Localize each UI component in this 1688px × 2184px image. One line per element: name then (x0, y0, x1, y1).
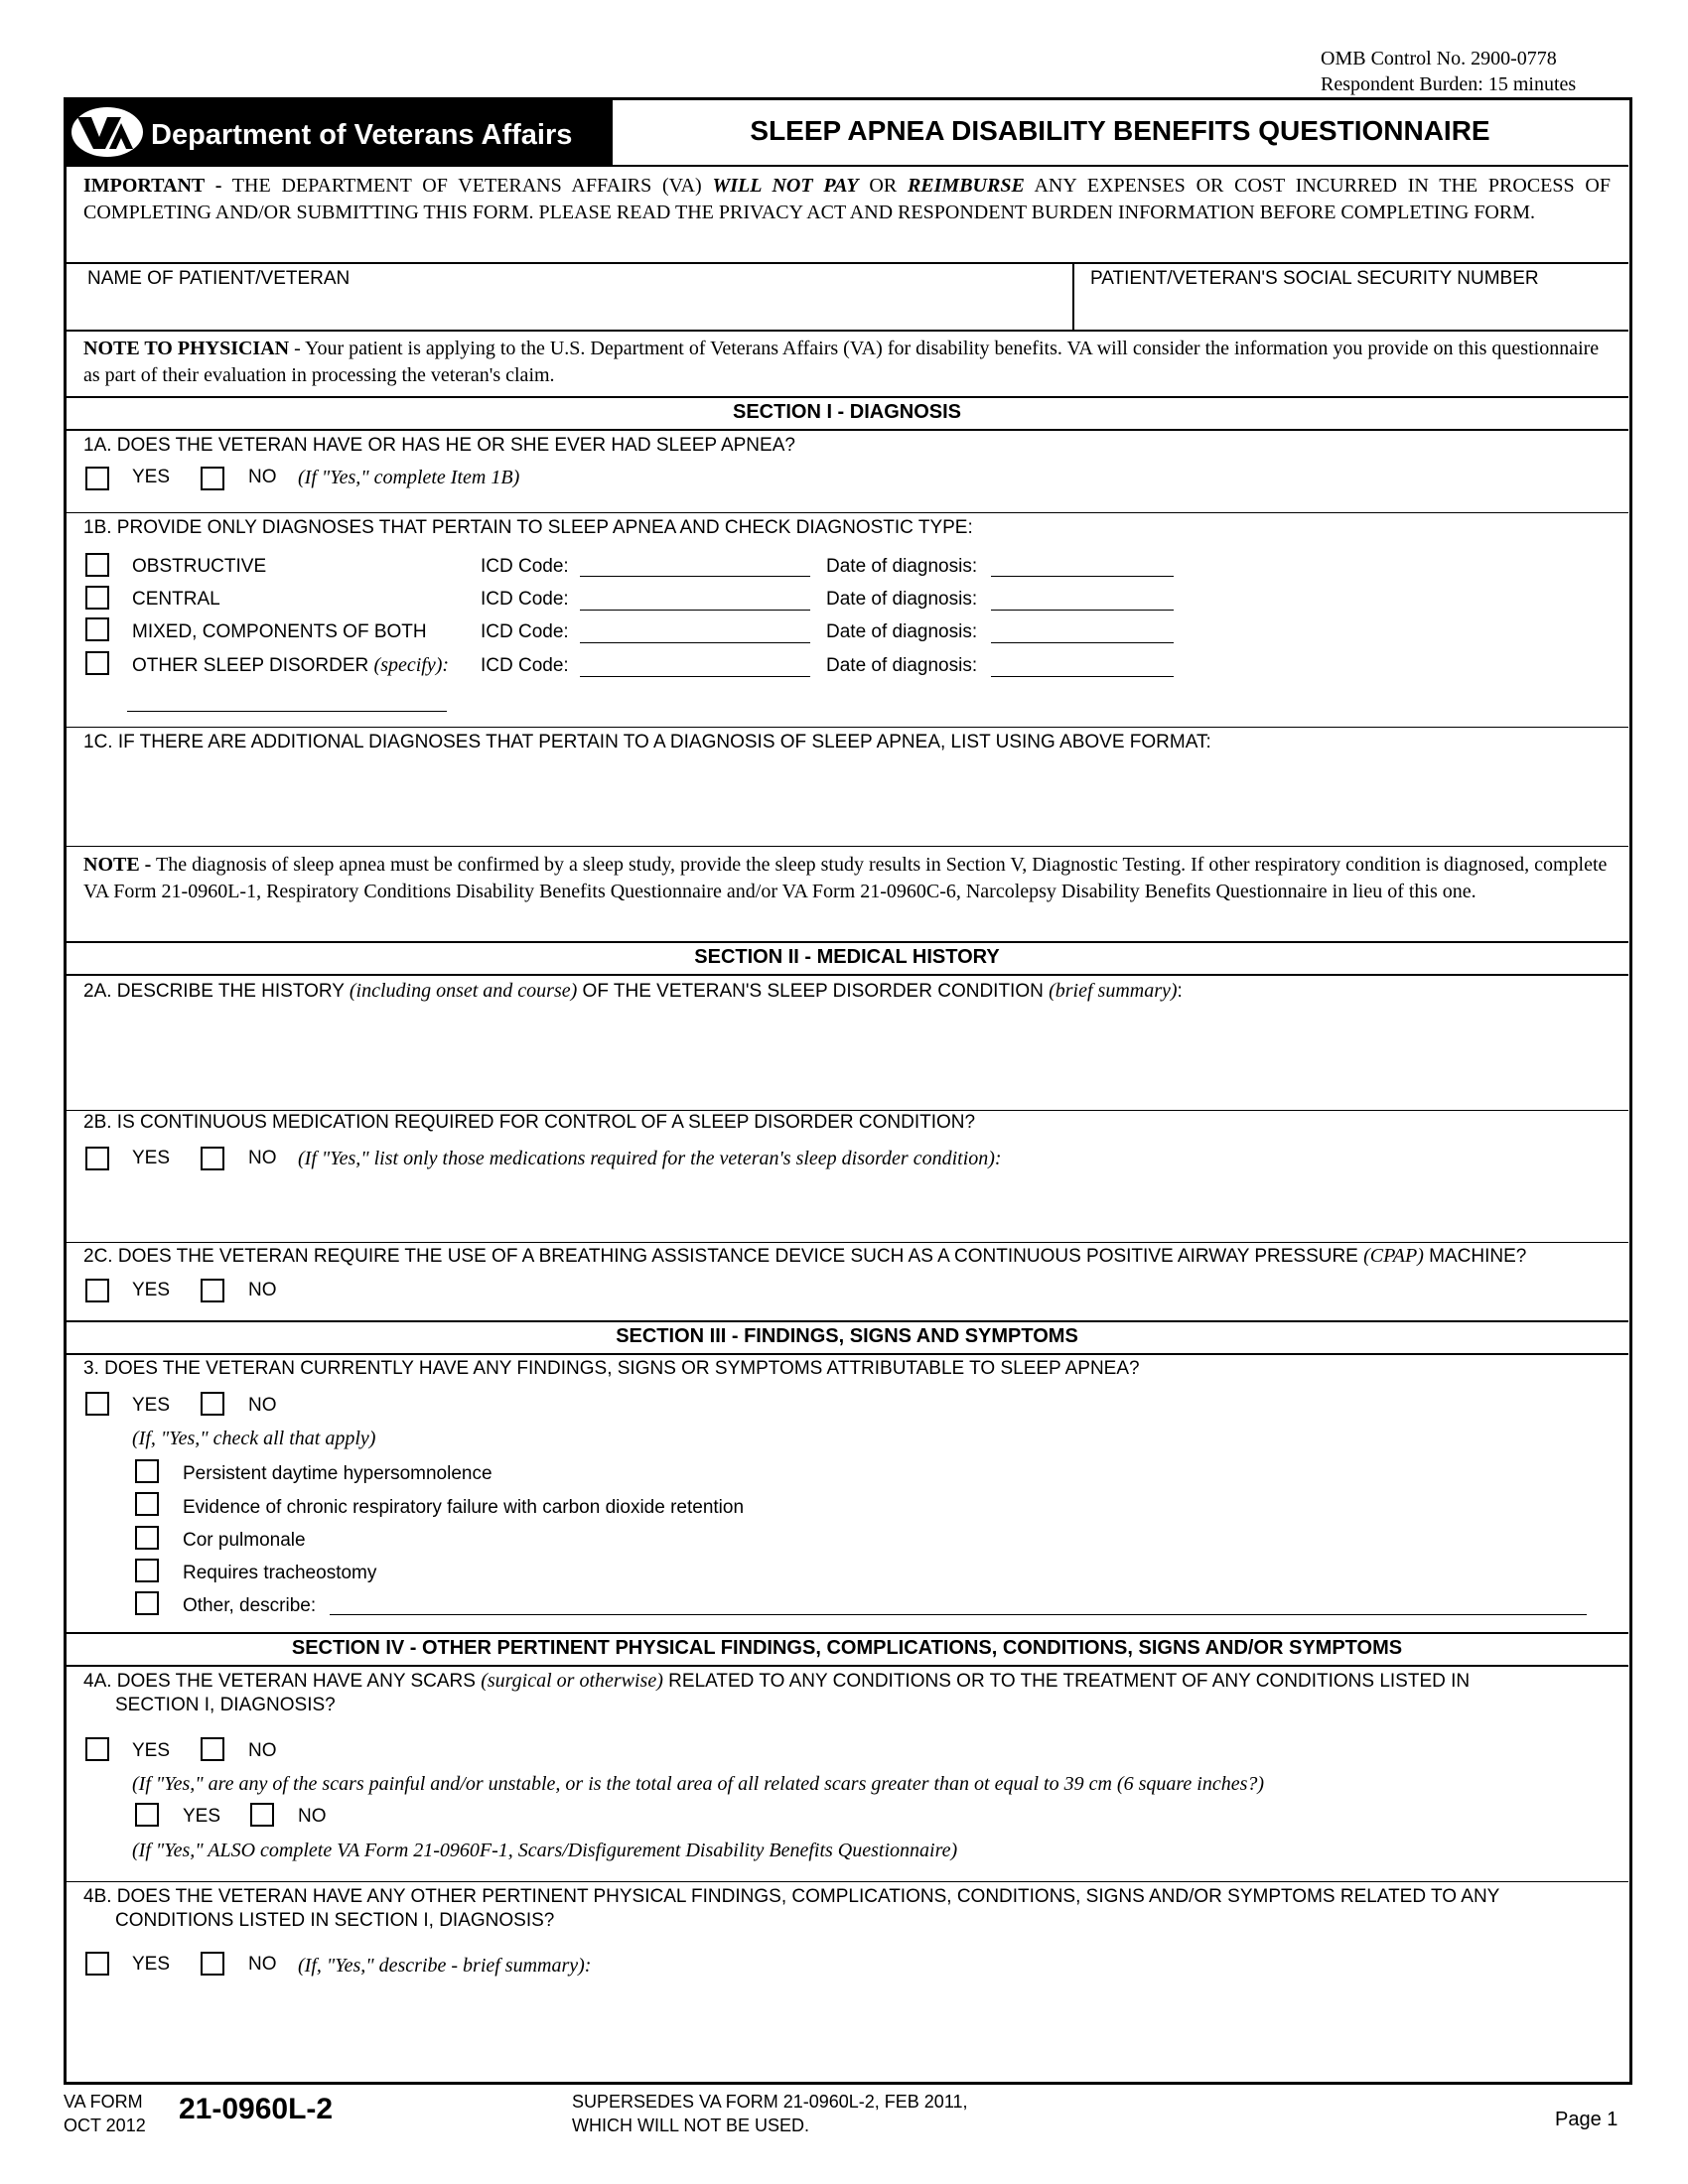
q3-yes-label: YES (132, 1395, 171, 1416)
section-4-title: SECTION IV - OTHER PERTINENT PHYSICAL FINDINGS, COMPLICATIONS, CONDITIONS, SIGNS AND/OR SYMPTOMS (291, 1637, 1403, 1659)
q3-label: 3. DOES THE VETERAN CURRENTLY HAVE ANY FINDINGS, SIGNS OR SYMPTOMS ATTRIBUTABLE TO SLEEP APNEA? (83, 1358, 1140, 1379)
date-of-diagnosis-line[interactable] (991, 676, 1174, 677)
q2b-no-checkbox[interactable] (201, 1147, 224, 1170)
date-of-diagnosis-label: Date of diagnosis: (826, 621, 978, 642)
dx-other-checkbox[interactable] (85, 651, 109, 675)
date-of-diagnosis-line[interactable] (991, 642, 1174, 643)
q1a-no-checkbox[interactable] (201, 467, 224, 490)
q1b-label: 1B. PROVIDE ONLY DIAGNOSES THAT PERTAIN TO SLEEP APNEA AND CHECK DIAGNOSTIC TYPE: (83, 517, 973, 538)
q4a-yes-label: YES (132, 1740, 171, 1761)
q2c-no-label: NO (248, 1280, 277, 1300)
icd-code-line[interactable] (580, 676, 810, 677)
section-3-title: SECTION III - FINDINGS, SIGNS AND SYMPTOMS (616, 1325, 1078, 1347)
important-notice: IMPORTANT - THE DEPARTMENT OF VETERANS AFFAIRS (VA) WILL NOT PAY OR REIMBURSE ANY EXPENSES OR COST INCURRED IN THE PROCESS OF COMPLETING AND/OR SUBMITTING THIS FORM. PLEASE READ THE PRIVACY ACT AND RESPONDENT BURDEN INFORMATION BEFORE COMPLETING FORM. (83, 175, 1611, 223)
footer-date: OCT 2012 (64, 2116, 146, 2135)
symptom-other-label: Other, describe: (183, 1595, 317, 1616)
section-1-note: NOTE - The diagnosis of sleep apnea must be confirmed by a sleep study, provide the sleep study results in Section V, Diagnostic Testing. If other respiratory condition is diagnosed, complete VA Form 21-0960L-1, Respiratory Conditions Disability Benefits Questionnaire and/or VA Form 21-0960C-6, Narcolepsy Disability Benefits Questionnaire in lieu of this one. (83, 854, 1608, 902)
symptom-tracheostomy-checkbox[interactable] (135, 1559, 159, 1582)
date-of-diagnosis-label: Date of diagnosis: (826, 655, 978, 676)
q4a-label: 4A. DOES THE VETERAN HAVE ANY SCARS (surgical or otherwise) RELATED TO ANY CONDITIONS OR TO THE TREATMENT OF ANY CONDITIONS LISTED IN (83, 1670, 1471, 1692)
q1a-note: (If "Yes," complete Item 1B) (298, 467, 520, 488)
q1c-label: 1C. IF THERE ARE ADDITIONAL DIAGNOSES THAT PERTAIN TO A DIAGNOSIS OF SLEEP APNEA, LIST USING ABOVE FORMAT: (83, 732, 1211, 752)
icd-code-line[interactable] (580, 576, 810, 577)
form-title: SLEEP APNEA DISABILITY BENEFITS QUESTIONNAIRE (750, 115, 1490, 146)
q4a-scars-yes-label: YES (183, 1806, 221, 1827)
patient-name-input[interactable] (87, 292, 1064, 328)
section-1-title: SECTION I - DIAGNOSIS (732, 401, 962, 423)
q4a-note-scars: (If "Yes," are any of the scars painful and/or unstable, or is the total area of all related scars greater than ot equal to 39 cm (6 square inches?) (132, 1773, 1265, 1795)
q3-note: (If, "Yes," check all that apply) (132, 1428, 376, 1449)
symptom-other-checkbox[interactable] (135, 1591, 159, 1615)
q2c-yes-checkbox[interactable] (85, 1279, 109, 1302)
icd-code-line[interactable] (580, 642, 810, 643)
ssn-label: PATIENT/VETERAN'S SOCIAL SECURITY NUMBER (1090, 268, 1539, 289)
symptom-respiratory-failure-checkbox[interactable] (135, 1492, 159, 1516)
q1a-no-label: NO (248, 467, 277, 487)
q2b-yes-label: YES (132, 1148, 171, 1168)
omb-control-number: OMB Control No. 2900-0778 (1321, 48, 1557, 69)
symptom-respiratory-failure-label: Evidence of chronic respiratory failure with carbon dioxide retention (183, 1497, 745, 1518)
q2a-response-area[interactable] (83, 1007, 1613, 1106)
q4a-scars-no-checkbox[interactable] (250, 1803, 274, 1827)
footer-supersedes-line2: WHICH WILL NOT BE USED. (572, 2116, 810, 2135)
q4b-label-line2: CONDITIONS LISTED IN SECTION I, DIAGNOSIS? (115, 1910, 555, 1931)
dx-central-label: CENTRAL (132, 589, 220, 610)
q4a-no-checkbox[interactable] (201, 1737, 224, 1761)
footer-va-form: VA FORM (64, 2092, 143, 2112)
q2b-label: 2B. IS CONTINUOUS MEDICATION REQUIRED FOR CONTROL OF A SLEEP DISORDER CONDITION? (83, 1112, 976, 1133)
symptom-hypersomnolence-checkbox[interactable] (135, 1459, 159, 1483)
q2b-response-area[interactable] (83, 1177, 1613, 1239)
q4a-scars-no-label: NO (298, 1806, 327, 1827)
note-to-physician: NOTE TO PHYSICIAN - Your patient is applying to the U.S. Department of Veterans Affairs (VA) for disability benefits. VA will consider the information you provide on this questionnaire as part of their evaluation in processing the veteran's claim. (83, 338, 1600, 386)
date-of-diagnosis-line[interactable] (991, 610, 1174, 611)
dx-other-label: OTHER SLEEP DISORDER (specify): (132, 654, 450, 676)
icd-code-label: ICD Code: (481, 621, 569, 642)
icd-code-label: ICD Code: (481, 655, 569, 676)
q4b-no-checkbox[interactable] (201, 1952, 224, 1976)
dx-obstructive-label: OBSTRUCTIVE (132, 556, 267, 577)
symptom-hypersomnolence-label: Persistent daytime hypersomnolence (183, 1463, 492, 1484)
symptom-other-describe-line[interactable] (330, 1614, 1587, 1615)
section-2-title: SECTION II - MEDICAL HISTORY (694, 946, 1000, 968)
q4a-no-label: NO (248, 1740, 277, 1761)
q2a-label: 2A. DESCRIBE THE HISTORY (including onset and course) OF THE VETERAN'S SLEEP DISORDER CONDITION (brief summary): (83, 980, 1183, 1002)
date-of-diagnosis-line[interactable] (991, 576, 1174, 577)
dx-mixed-label: MIXED, COMPONENTS OF BOTH (132, 621, 427, 642)
q4a-yes-checkbox[interactable] (85, 1737, 109, 1761)
respondent-burden: Respondent Burden: 15 minutes (1321, 73, 1577, 95)
footer-supersedes-line1: SUPERSEDES VA FORM 21-0960L-2, FEB 2011, (572, 2092, 968, 2112)
q2b-yes-checkbox[interactable] (85, 1147, 109, 1170)
agency-banner (64, 97, 613, 167)
date-of-diagnosis-label: Date of diagnosis: (826, 556, 978, 577)
q2b-note: (If "Yes," list only those medications required for the veteran's sleep disorder condition): (298, 1148, 1002, 1169)
q3-yes-checkbox[interactable] (85, 1392, 109, 1416)
footer-page-number: Page 1 (1555, 2109, 1618, 2130)
q1c-response-area[interactable] (83, 758, 1613, 842)
q4a-scars-yes-checkbox[interactable] (135, 1803, 159, 1827)
q3-no-label: NO (248, 1395, 277, 1416)
q4b-note: (If, "Yes," describe - brief summary): (298, 1955, 592, 1977)
q3-no-checkbox[interactable] (201, 1392, 224, 1416)
ssn-input[interactable] (1090, 292, 1620, 328)
date-of-diagnosis-label: Date of diagnosis: (826, 589, 978, 610)
dx-mixed-checkbox[interactable] (85, 617, 109, 641)
q1a-label: 1A. DOES THE VETERAN HAVE OR HAS HE OR SHE EVER HAD SLEEP APNEA? (83, 435, 795, 456)
q1a-yes-checkbox[interactable] (85, 467, 109, 490)
footer-form-number: 21-0960L-2 (179, 2093, 334, 2125)
q4b-no-label: NO (248, 1954, 277, 1975)
dx-central-checkbox[interactable] (85, 586, 109, 610)
q2b-no-label: NO (248, 1148, 277, 1168)
va-seal-icon (70, 105, 145, 159)
q2c-yes-label: YES (132, 1280, 171, 1300)
q4b-yes-checkbox[interactable] (85, 1952, 109, 1976)
q1a-yes-label: YES (132, 467, 171, 487)
icd-code-label: ICD Code: (481, 589, 569, 610)
q4b-yes-label: YES (132, 1954, 171, 1975)
q2c-no-checkbox[interactable] (201, 1279, 224, 1302)
icd-code-label: ICD Code: (481, 556, 569, 577)
symptom-tracheostomy-label: Requires tracheostomy (183, 1563, 377, 1583)
q4a-label-line2: SECTION I, DIAGNOSIS? (115, 1695, 336, 1715)
other-sleep-disorder-specify-line[interactable] (127, 711, 447, 712)
dx-obstructive-checkbox[interactable] (85, 553, 109, 577)
icd-code-line[interactable] (580, 610, 810, 611)
patient-name-label: NAME OF PATIENT/VETERAN (87, 268, 351, 289)
agency-name: Department of Veterans Affairs (151, 119, 573, 151)
q4b-label: 4B. DOES THE VETERAN HAVE ANY OTHER PERTINENT PHYSICAL FINDINGS, COMPLICATIONS, CONDITIONS, SIGNS AND/OR SYMPTOMS RELATED TO ANY (83, 1886, 1500, 1907)
q4b-response-area[interactable] (83, 1985, 1613, 2073)
q2c-label: 2C. DOES THE VETERAN REQUIRE THE USE OF A BREATHING ASSISTANCE DEVICE SUCH AS A CONTINUOUS POSITIVE AIRWAY PRESSURE (CPAP) MACHINE? (83, 1245, 1527, 1267)
symptom-cor-pulmonale-label: Cor pulmonale (183, 1530, 306, 1551)
symptom-cor-pulmonale-checkbox[interactable] (135, 1526, 159, 1550)
q4a-note-form: (If "Yes," ALSO complete VA Form 21-0960F-1, Scars/Disfigurement Disability Benefits Questionnaire) (132, 1840, 958, 1861)
